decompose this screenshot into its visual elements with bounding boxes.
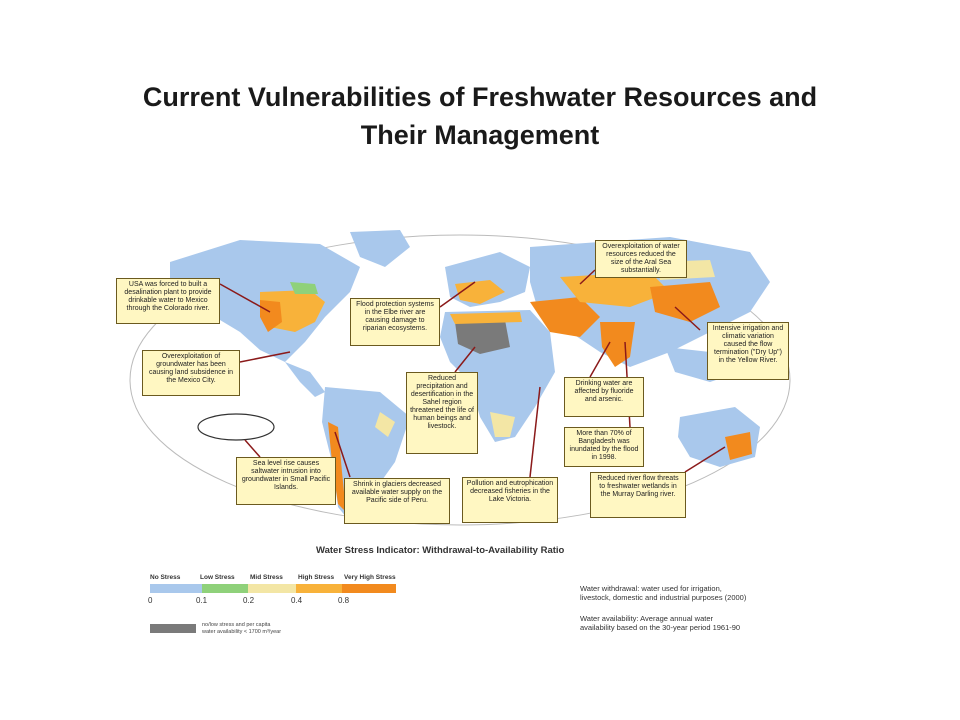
note-availability-line-2: availability based on the 30-year period 1961-90 [580,623,741,632]
legend-swatch-no-stress [150,584,202,593]
callout-aral: Overexploitation of water resources reduced the size of the Aral Sea substantially. [595,240,687,278]
title-line-1: Current Vulnerabilities of Freshwater Resources and [142,82,818,112]
callout-yellow: Intensive irrigation and climatic variation caused the flow termination ("Dry Up") in the Yellow River. [707,322,789,380]
legend-label-high-stress: High Stress [298,574,335,581]
callout-pacific: Sea level rise causes saltwater intrusion into groundwater in Small Pacific Islands. [236,457,336,505]
legend-nodata-label-line-1: no/low stress and per capita [202,622,271,628]
north-africa-stress [450,312,522,324]
legend-tick-0-4: 0.4 [291,596,303,605]
legend-tick-0-1: 0.1 [196,596,208,605]
callout-murray: Reduced river flow threats to freshwater wetlands in the Murray Darling river. [590,472,686,518]
note-withdrawal-line-2: livestock, domestic and industrial purposes (2000) [580,593,747,602]
legend-swatch-low-stress [202,584,248,593]
callout-peru: Shrink in glaciers decreased available water supply on the Pacific side of Peru. [344,478,450,524]
callout-victoria: Pollution and eutrophication decreased fisheries in the Lake Victoria. [462,477,558,523]
callout-india: Drinking water are affected by fluoride and arsenic. [564,377,644,417]
slide-title [60,78,900,154]
legend-nodata-label [202,622,281,635]
legend-swatch-very-high-stress [342,584,396,593]
title-line-2: Their Management [360,120,600,150]
callout-elbe: Flood protection systems in the Elbe river are causing damage to riparian ecosystems. [350,298,440,346]
callout-sahel: Reduced precipitation and desertification in the Sahel region threatened the life of human beings and livestock. [406,372,478,454]
note-withdrawal [580,584,746,602]
legend-label-low-stress: Low Stress [200,574,235,581]
note-availability [580,614,740,632]
legend-tick-0: 0 [148,596,153,605]
callout-bangladesh: More than 70% of Bangladesh was inundated by the flood in 1998. [564,427,644,467]
legend-swatch-nodata [150,624,196,633]
callout-mexico: Overexploitation of groundwater has been causing land subsidence in the Mexico City. [142,350,240,396]
water-stress-map-figure [110,222,806,642]
callout-usa: USA was forced to built a desalination plant to provide drinkable water to Mexico through the Colorado river. [116,278,220,324]
legend-tick-0-2: 0.2 [243,596,255,605]
legend-swatch-mid-stress [248,584,296,593]
legend-label-very-high-stress: Very High Stress [344,574,396,581]
note-withdrawal-line-1: Water withdrawal: water used for irrigation, [580,584,722,593]
note-availability-line-1: Water availability: Average annual water [580,614,713,623]
legend-nodata-label-line-2: water availability < 1700 m³/year [202,628,282,635]
legend-title: Water Stress Indicator: Withdrawal-to-Availability Ratio [316,545,565,556]
legend-swatch-high-stress [296,584,342,593]
legend-label-mid-stress: Mid Stress [250,574,283,581]
legend-label-no-stress: No Stress [150,574,181,581]
legend-tick-0-8: 0.8 [338,596,350,605]
